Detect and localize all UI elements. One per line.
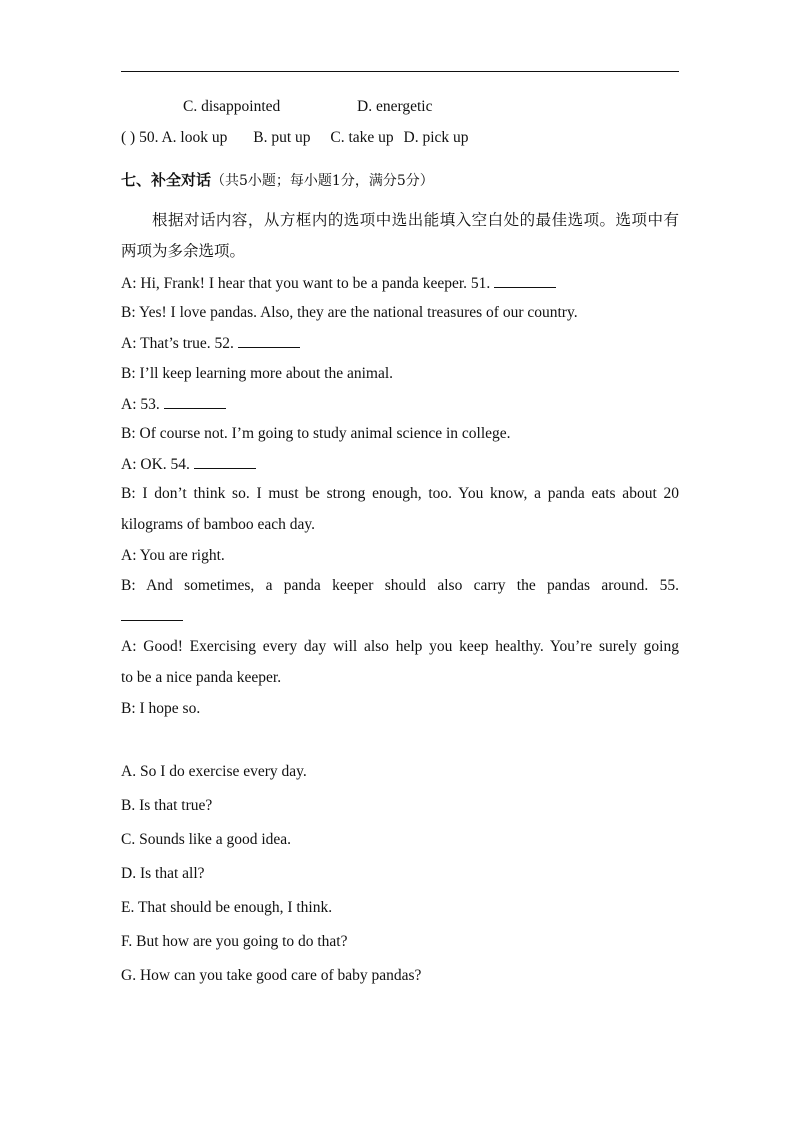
option-d: D. energetic xyxy=(357,98,433,115)
question-50-option-c: C. take up xyxy=(330,129,394,146)
section-note: （共5小题；每小题1分，满分5分） xyxy=(211,173,434,189)
instruction-line-2: 两项为多余选项。 xyxy=(121,243,246,260)
dialogue-text: A: 53. xyxy=(121,396,160,413)
dialogue-line: to be a nice panda keeper. xyxy=(121,669,282,686)
dialogue-line-51 xyxy=(121,273,679,294)
dialogue-line-55: B: And sometimes, a panda keeper should also carry the pandas around. 55. xyxy=(121,577,679,594)
section-title: 七、补全对话 xyxy=(121,171,212,189)
dialogue-text: A: OK. 54. xyxy=(121,456,190,473)
dialogue-line: B: Of course not. I’m going to study animal science in college. xyxy=(121,425,511,442)
instruction-line-1: 根据对话内容，从方框内的选项中选出能填入空白处的最佳选项。选项中有 xyxy=(152,212,679,229)
answer-paren: ( ) xyxy=(121,129,136,146)
choice-g: G. How can you take good care of baby pandas? xyxy=(121,967,422,984)
dialogue-line: B: I don’t think so. I must be strong enough, too. You know, a panda eats about 20 xyxy=(121,485,679,502)
answer-blank-55-row xyxy=(121,606,679,627)
choice-c: C. Sounds like a good idea. xyxy=(121,831,292,848)
dialogue-line: kilograms of bamboo each day. xyxy=(121,516,315,533)
option-c: C. disappointed xyxy=(183,98,281,115)
dialogue-line: B: I hope so. xyxy=(121,700,201,717)
dialogue-line-53 xyxy=(121,394,679,415)
answer-blank-51[interactable] xyxy=(494,273,556,288)
dialogue-text: A: That’s true. 52. xyxy=(121,335,234,352)
answer-blank-53[interactable] xyxy=(164,394,226,409)
dialogue-text: A: Hi, Frank! I hear that you want to be a panda keeper. 51. xyxy=(121,275,491,292)
question-50-option-d: D. pick up xyxy=(403,129,469,146)
answer-blank-52[interactable] xyxy=(238,333,300,348)
answer-blank-55[interactable] xyxy=(121,606,183,621)
question-50 xyxy=(121,128,679,148)
question-50-option-a: 50. A. look up xyxy=(139,129,228,146)
question-50-option-b: B. put up xyxy=(253,129,311,146)
dialogue-line-54 xyxy=(121,454,679,475)
dialogue-line: B: I’ll keep learning more about the animal. xyxy=(121,365,394,382)
header-rule xyxy=(121,71,679,72)
choice-f: F. But how are you going to do that? xyxy=(121,933,348,950)
dialogue-line: A: You are right. xyxy=(121,547,225,564)
instruction xyxy=(121,205,679,267)
choice-b: B. Is that true? xyxy=(121,797,213,814)
choice-e: E. That should be enough, I think. xyxy=(121,899,333,916)
choice-d: D. Is that all? xyxy=(121,865,205,882)
choice-a: A. So I do exercise every day. xyxy=(121,763,307,780)
dialogue-line-52 xyxy=(121,333,679,354)
dialogue-line: B: Yes! I love pandas. Also, they are the national treasures of our country. xyxy=(121,304,578,321)
section-heading xyxy=(121,170,679,191)
answer-blank-54[interactable] xyxy=(194,454,256,469)
dialogue-line: A: Good! Exercising every day will also help you keep healthy. You’re surely going xyxy=(121,638,679,655)
